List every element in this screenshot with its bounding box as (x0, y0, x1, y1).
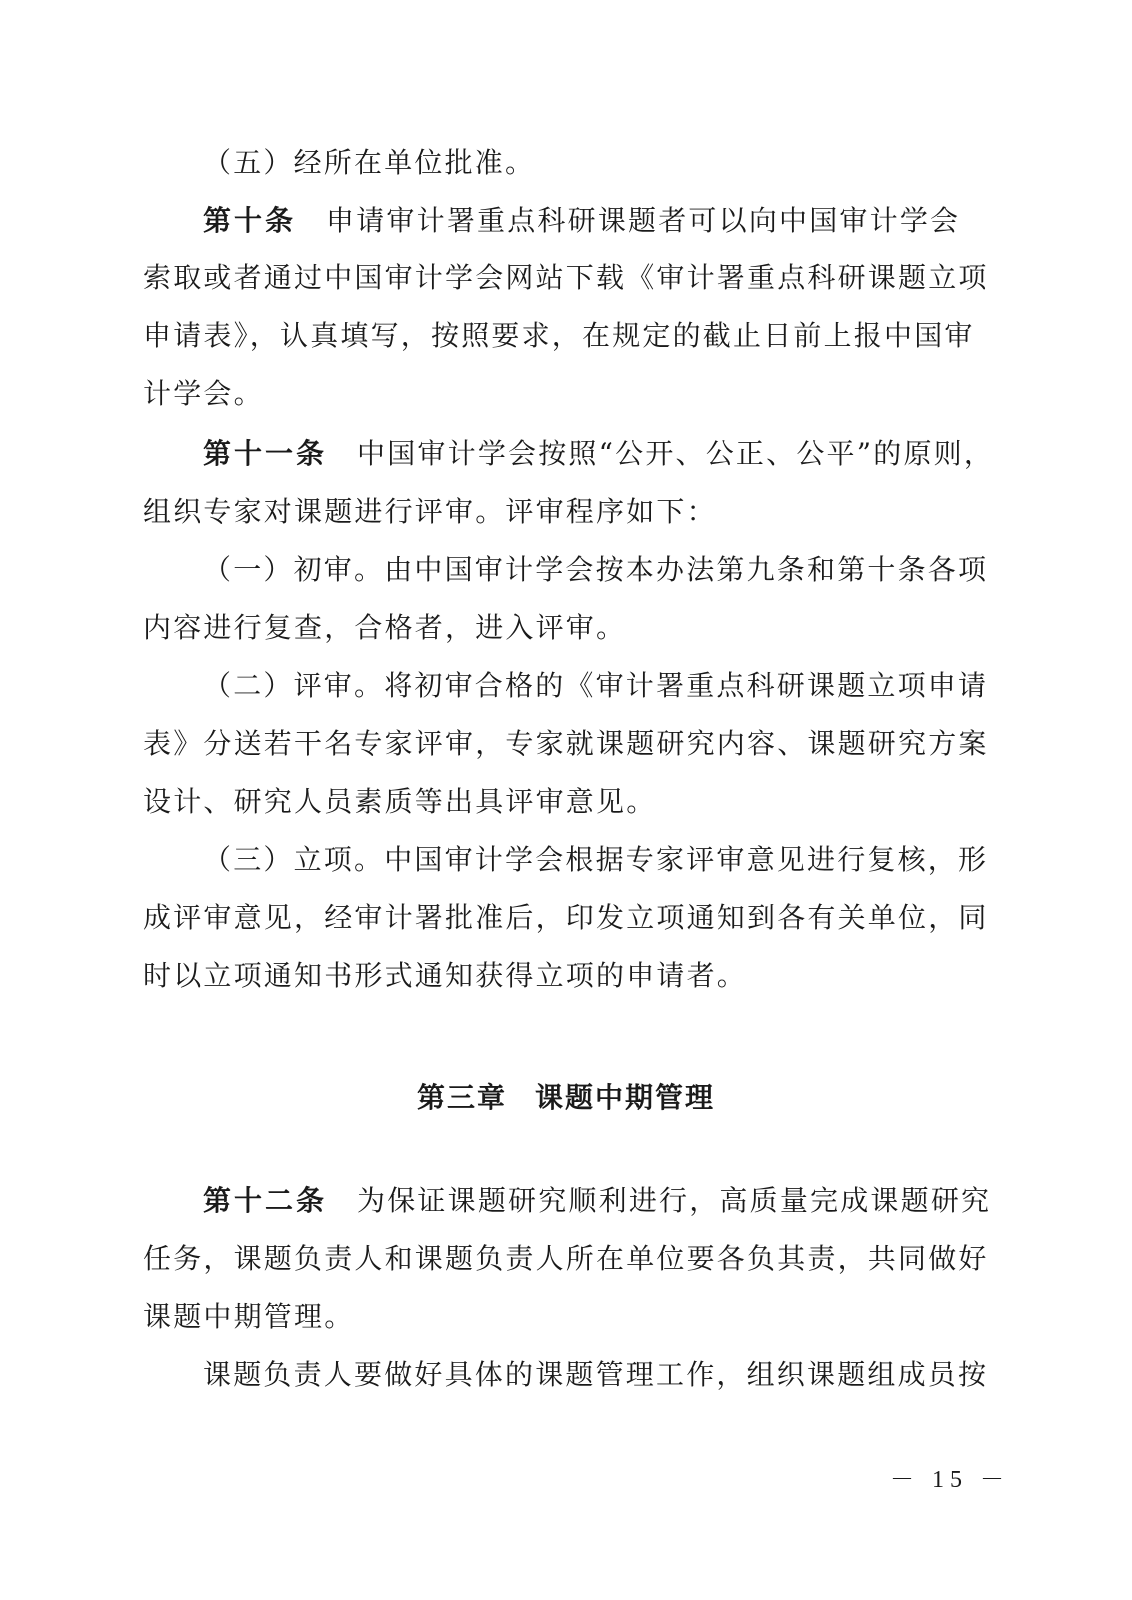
article-10-line-3: 申请表》，认真填写，按照要求，在规定的截止日前上报中国审 (143, 319, 975, 352)
article-12-line-1 (203, 1183, 991, 1219)
article-10-label: 第十条 (203, 204, 297, 237)
item-1-line-1: （一）初审。由中国审计学会按本办法第九条和第十条各项 (203, 553, 989, 586)
paragraph-line-1: 课题负责人要做好具体的课题管理工作，组织课题组成员按 (203, 1358, 989, 1391)
item-3-line-2: 成评审意见，经审计署批准后，印发立项通知到各有关单位，同 (143, 901, 989, 934)
page-number: － 15 － (890, 1467, 1010, 1493)
item-3-line-3: 时以立项通知书形式通知获得立项的申请者。 (143, 959, 748, 992)
chapter-heading (0, 1080, 1132, 1116)
article-11-label: 第十一条 (203, 437, 328, 470)
item-1-line-2: 内容进行复查，合格者，进入评审。 (143, 611, 627, 644)
item-2-line-3: 设计、研究人员素质等出具评审意见。 (143, 785, 657, 818)
item-2-line-1: （二）评审。将初审合格的《审计署重点科研课题立项申请 (203, 669, 989, 702)
article-12-line-3: 课题中期管理。 (143, 1300, 355, 1333)
article-10-line-4: 计学会。 (143, 377, 264, 410)
item-2-line-2: 表》分送若干名专家评审，专家就课题研究内容、课题研究方案 (143, 727, 989, 760)
article-10-text-1: 申请审计署重点科研课题者可以向中国审计学会 (326, 204, 961, 237)
article-12-text-1: 为保证课题研究顺利进行，高质量完成课题研究 (357, 1184, 992, 1217)
article-10-line-2: 索取或者通过中国审计学会网站下载《审计署重点科研课题立项 (143, 261, 989, 294)
chapter-number: 第三章 (416, 1081, 507, 1114)
article-12-label: 第十二条 (203, 1184, 328, 1217)
item-5-line-1: （五）经所在单位批准。 (203, 146, 536, 179)
article-11-text-1: 中国审计学会按照“公开、公正、公平”的原则， (357, 437, 995, 470)
article-11-line-2: 组织专家对课题进行评审。评审程序如下： (143, 495, 717, 528)
chapter-title: 课题中期管理 (535, 1081, 716, 1114)
item-3-line-1: （三）立项。中国审计学会根据专家评审意见进行复核，形 (203, 843, 989, 876)
article-10-line-1 (203, 203, 960, 239)
article-12-line-2: 任务，课题负责人和课题负责人所在单位要各负其责，共同做好 (143, 1242, 989, 1275)
article-11-line-1 (203, 436, 994, 472)
